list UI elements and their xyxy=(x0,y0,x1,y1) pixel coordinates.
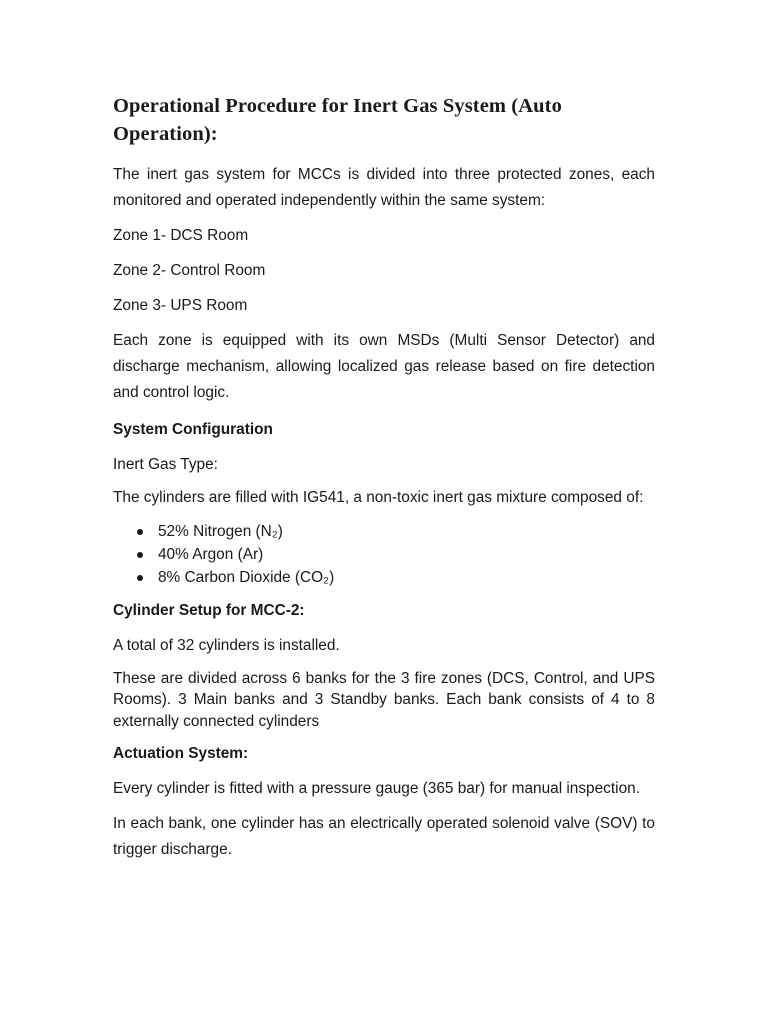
component-carbon-dioxide: 8% Carbon Dioxide (CO₂) xyxy=(158,568,335,586)
cylinder-setup-heading: Cylinder Setup for MCC-2: xyxy=(113,601,305,619)
document-page xyxy=(113,92,655,863)
gas-description-paragraph: The cylinders are filled with IG541, a non-toxic inert gas mixture composed of: xyxy=(113,489,644,506)
bullet-icon xyxy=(137,575,143,581)
solenoid-valve-paragraph: In each bank, one cylinder has an electrically operated solenoid valve (SOV) to trigger discharge. xyxy=(113,815,655,858)
list-item xyxy=(113,566,655,589)
bullet-icon xyxy=(137,552,143,558)
component-nitrogen: 52% Nitrogen (N₂) xyxy=(158,522,283,540)
gas-components-list xyxy=(113,520,655,589)
actuation-system-heading: Actuation System: xyxy=(113,745,249,762)
zone-3-item: Zone 3- UPS Room xyxy=(113,297,248,314)
cylinder-banks-paragraph: These are divided across 6 banks for the 3 fire zones (DCS, Control, and UPS Rooms). 3 Main banks and 3 Standby banks. Each bank consists of 4 to 8 externally connected cylinders xyxy=(113,669,655,730)
bullet-icon xyxy=(137,529,143,535)
list-item xyxy=(113,543,655,566)
cylinder-total-paragraph: A total of 32 cylinders is installed. xyxy=(113,636,340,654)
component-argon: 40% Argon (Ar) xyxy=(158,545,264,563)
zone-1-item: Zone 1- DCS Room xyxy=(113,227,249,244)
document-title: Operational Procedure for Inert Gas System (Auto Operation): xyxy=(113,95,562,145)
pressure-gauge-paragraph: Every cylinder is fitted with a pressure gauge (365 bar) for manual inspection. xyxy=(113,780,640,797)
zone-equipment-paragraph: Each zone is equipped with its own MSDs (Multi Sensor Detector) and discharge mechanism, allowing localized gas release based on fire detection and control logic. xyxy=(113,332,655,401)
list-item xyxy=(113,520,655,543)
zone-2-item: Zone 2- Control Room xyxy=(113,262,266,279)
intro-paragraph: The inert gas system for MCCs is divided into three protected zones, each monitored and operated independently within the same system: xyxy=(113,166,655,209)
gas-type-label: Inert Gas Type: xyxy=(113,456,218,473)
system-configuration-heading: System Configuration xyxy=(113,421,273,438)
